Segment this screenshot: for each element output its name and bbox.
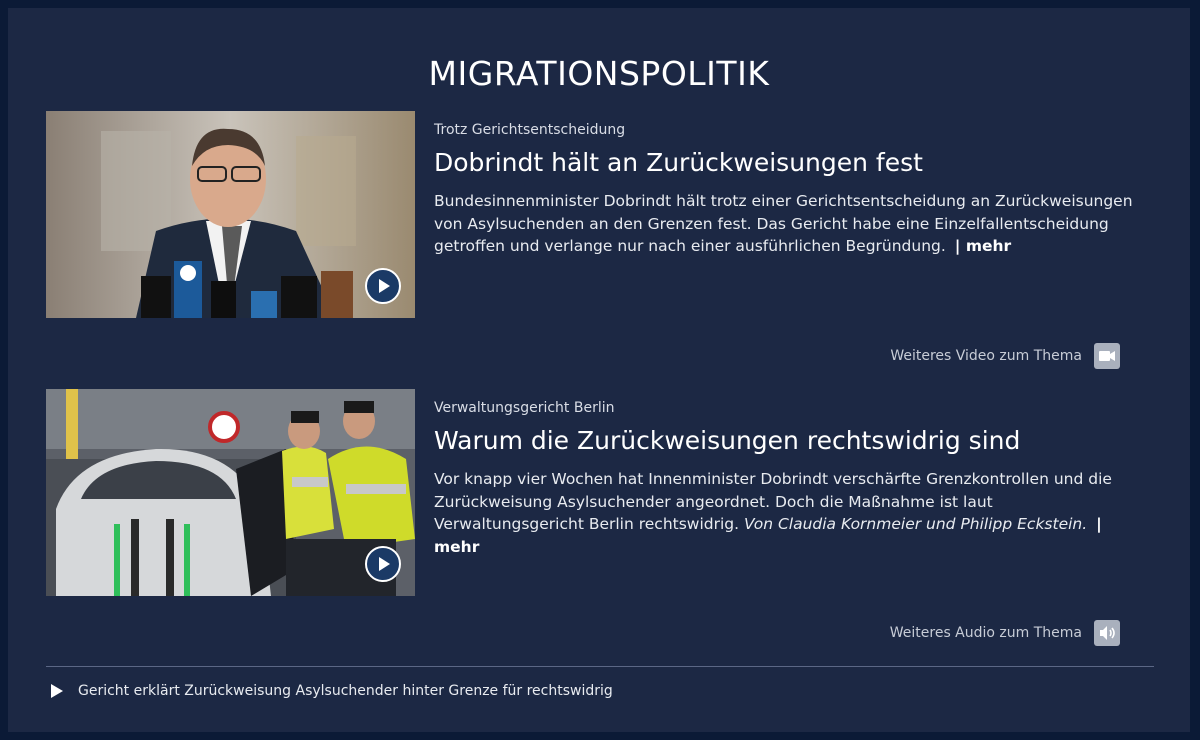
teaser-kicker: Verwaltungsgericht Berlin [434,400,615,416]
play-icon [367,548,399,580]
teaser-headline[interactable]: Dobrindt hält an Zurückweisungen fest [434,148,923,177]
teaser-author: Von Claudia Kornmeier und Philipp Eckstein. [744,515,1088,533]
teaser-body [434,468,1144,558]
border-control-photo [46,389,415,596]
divider [46,666,1154,667]
teaser-card [46,389,1156,649]
dobrindt-press-photo [46,111,415,318]
teaser-image[interactable] [46,111,415,318]
teaser-image[interactable] [46,389,415,596]
related-audio-link[interactable] [890,620,1120,646]
play-button[interactable] [365,546,401,582]
more-link[interactable]: | mehr [955,237,1011,255]
play-triangle-icon [50,684,64,698]
teaser-text [434,111,1144,258]
teaser-body [434,190,1144,258]
related-label: Weiteres Video zum Thema [890,348,1082,364]
teaser-body-text: Bundesinnenminister Dobrindt hält trotz einer Gerichtsentscheidung an Zurückweisungen von Asylsuchenden an den Grenzen fest. Das Gericht habe eine Einzelfallentscheidung getroffen und verlange nur nach einer ausführlichen Begründung. [434,192,1133,255]
related-label: Weiteres Audio zum Thema [889,625,1082,641]
play-icon [367,270,399,302]
play-button[interactable] [365,268,401,304]
bottom-link-label: Gericht erklärt Zurückweisung Asylsuchender hinter Grenze für rechtswidrig [78,683,613,699]
teaser-text [434,389,1144,558]
section-title[interactable]: MIGRATIONSPOLITIK [428,54,770,93]
migration-section [8,8,1190,732]
bottom-news-link[interactable] [50,683,613,699]
teaser-kicker: Trotz Gerichtsentscheidung [434,122,626,138]
teaser-headline[interactable]: Warum die Zurückweisungen rechtswidrig sind [434,426,1021,455]
video-camera-icon [1094,343,1120,369]
more-link[interactable]: | mehr [434,515,1102,556]
speaker-icon [1094,620,1120,646]
teaser-body-text: Vor knapp vier Wochen hat Innenminister Dobrindt verschärfte Grenzkontrollen und die Zurückweisung Asylsuchender angeordnet. Doch die Maßnahme ist laut Verwaltungsgericht Berlin rechtswidrig. [434,470,1112,533]
teaser-card [46,111,1156,371]
related-video-link[interactable] [890,343,1120,369]
